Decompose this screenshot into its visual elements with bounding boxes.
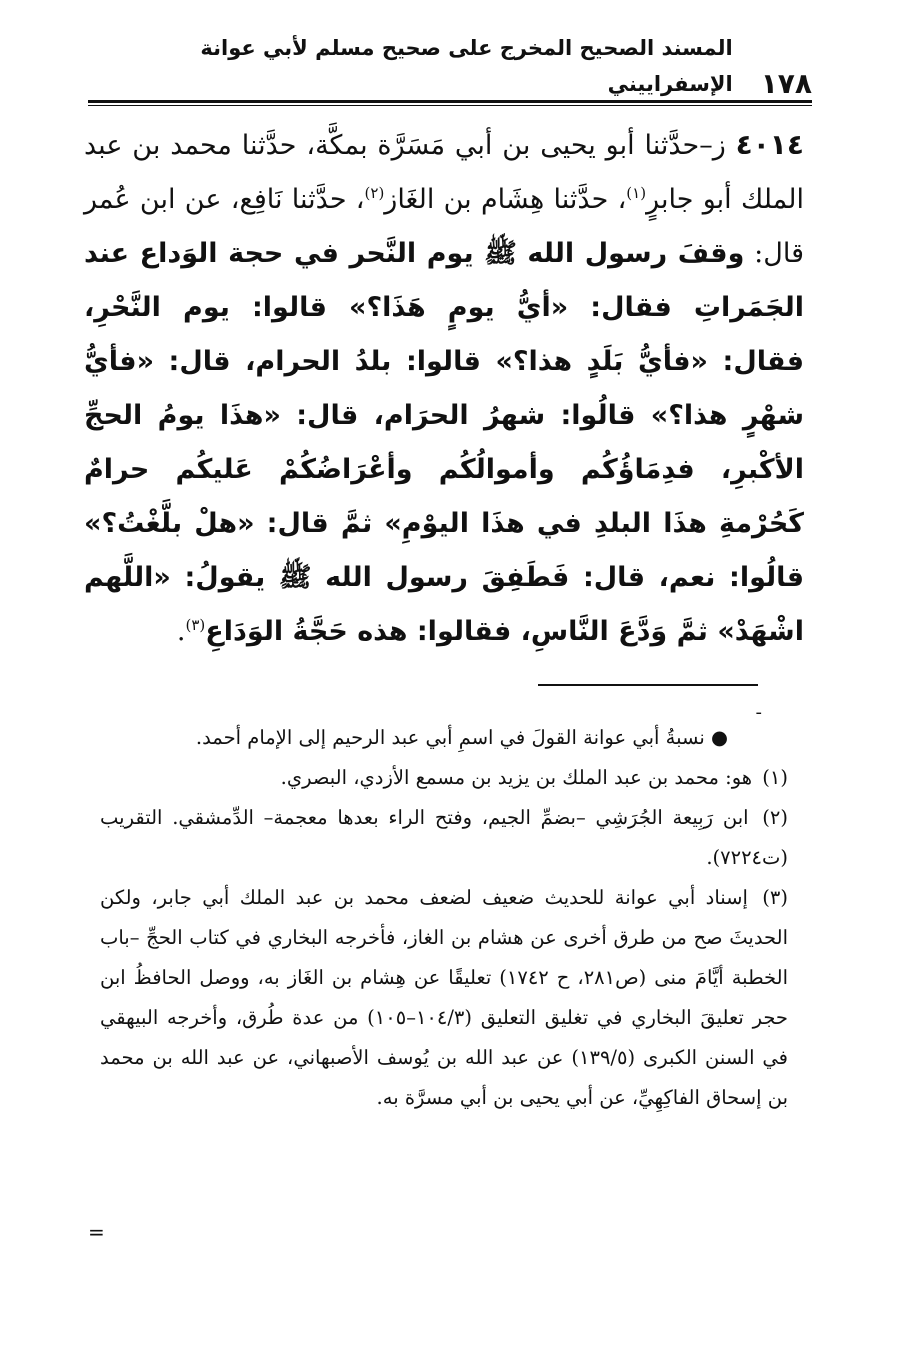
footnote-ref-3[interactable]: (٣) — [185, 616, 206, 634]
hadith-paragraph — [84, 118, 804, 659]
footnote-3-text: إسناد أبي عوانة للحديث ضعيف لضعف محمد بن عبد الملك أبي جابر، ولكن الحديثَ صح من طرق أخرى عن هشام بن الغاز، فأخرجه البخاري في كتاب الحجِّ –باب الخطبة أيَّامَ منى (ص٢٨١، ح ١٧٤٢) تعليقًا عن هِشام بن الغَاز به، ووصل الحافظُ ابن حجر تعليقَ البخاري في تغليق التعليق (١٠٤/٣–١٠٥) من عدة طُرق، وأخرجه البيهقي في السنن الكبرى (١٣٩/٥) عن عبد الله بن يُوسف الأصبهاني، عن عبد الله بن محمد بن إسحاق الفاكِهِيِّ، عن أبي يحيى بن أبي مسرَّة به. — [100, 886, 789, 1109]
footnote-1-number: (١) — [762, 766, 788, 789]
page-number: ١٧٨ — [760, 67, 812, 100]
continuation-mark: = — [88, 1220, 105, 1244]
footnote-separator — [538, 684, 758, 686]
footnote-2 — [100, 798, 788, 878]
matn: وقفَ رسول الله ﷺ يوم النَّحر في حجة الوَداع عند الجَمَراتِ فقال: «أيُّ يومٍ هَذَا؟» قالوا: يوم النَّحْرِ، فقال: «فأيُّ بَلَدٍ هذا؟» قالوا: بلدُ الحرام، قال: «فأيُّ شهْرٍ هذا؟» قالُوا: شهرُ الحرَام، قال: «هذَا يومُ الحجِّ الأكْبرِ، فدِمَاؤُكُم وأموالُكُم وأعْرَاضُكُمْ عَليكُم حرامٌ كَحُرْمةِ هذَا البلدِ في هذَا اليوْمِ» ثمَّ قال: «هلْ بلَّغْتُ؟» قالُوا: نعم، قال: فَطَفِقَ رسول الله ﷺ يقولُ: «اللَّهم اشْهَدْ» ثمَّ وَدَّعَ النَّاسِ، فقالوا: هذه حَجَّةُ الوَدَاعِ — [84, 238, 804, 647]
hadith-number: ٤٠١٤ — [735, 128, 804, 161]
isnad-part-3: ، حدَّثنا نَافِع، عن ابن عُمر قال: — [84, 184, 804, 269]
footnote-mark: - — [755, 702, 762, 723]
footnote-1-text: هو: محمد بن عبد الملك بن يزيد بن مسمع الأزدي، البصري. — [280, 766, 753, 789]
footnote-1 — [100, 758, 788, 798]
footnote-2-number: (٢) — [762, 806, 788, 829]
footnotes — [100, 718, 788, 1118]
page-header — [88, 36, 812, 102]
header-rule — [88, 100, 812, 103]
hadith-text — [84, 118, 804, 659]
running-title: المسند الصحيح المخرج على صحيح مسلم لأبي عوانة الإسفراييني — [200, 36, 733, 96]
isnad-part-2: ، حدَّثنا هِشَام بن الغَاز — [384, 184, 627, 215]
footnote-ref-2[interactable]: (٢) — [364, 184, 385, 202]
footnote-ref-1[interactable]: (١) — [626, 184, 647, 202]
footnote-3-number: (٣) — [762, 886, 788, 909]
footnote-2-text: ابن رَبِيعة الجُرَشِي –بضمِّ الجيم، وفتح الراء بعدها معجمة– الدِّمشقي. التقريب (ت٧٢٢٤). — [100, 806, 788, 869]
footnote-3 — [100, 878, 788, 1118]
header-rule-thin — [88, 105, 812, 106]
hadith-end: . — [176, 616, 186, 647]
editor-note: ● نسبةُ أبي عوانة القولَ في اسمِ أبي عبد الرحيم إلى الإمام أحمد. — [195, 726, 728, 749]
isnad-part-1: ز–حدَّثنا أبو يحيى بن أبي مَسَرَّة بمكَّة، حدَّثنا محمد بن عبد الملك أبو جابرٍ — [84, 130, 804, 215]
